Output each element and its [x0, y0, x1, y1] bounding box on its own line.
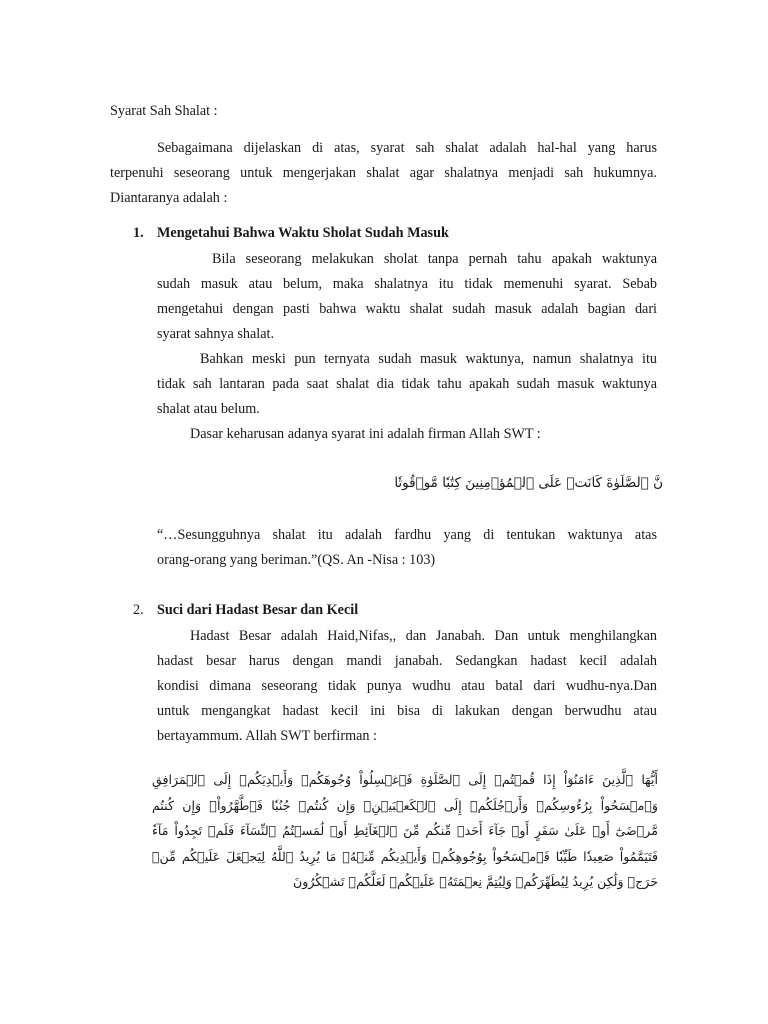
item-1-p3: Dasar keharusan adanya syarat ini adalah firman Allah SWT : — [190, 426, 541, 442]
item-1-p2-line-2: tidak sah lantaran pada saat shalat dia tidak tahu apakah sudah masuk waktunya — [157, 376, 657, 392]
item-2-p1-line-5: bertayammum. Allah SWT berfirman : — [157, 728, 377, 744]
item-1-p2-line-3: shalat atau belum. — [157, 401, 260, 417]
item-1-p1-line-2: sudah masuk atau belum, maka shalatnya itu tidak memenuhi syarat. Sebab — [157, 276, 657, 292]
section-heading: Syarat Sah Shalat : — [110, 103, 218, 119]
item-2-p1-line-1: Hadast Besar adalah Haid,Nifas,, dan Janabah. Dan untuk menghilangkan — [190, 628, 657, 644]
item-2-p1-line-2: hadast besar harus dengan mandi janabah. Sedangkan hadast kecil adalah — [157, 653, 657, 669]
translation-line-1: “…Sesungguhnya shalat itu adalah fardhu yang di tentukan waktunya atas — [157, 527, 657, 543]
list-number-2: 2. — [133, 602, 144, 618]
item-1-p1-line-3: mengetahui dengan pasti bahwa waktu shalat sudah masuk adalah bagian dari — [157, 301, 657, 317]
item-2-title: Suci dari Hadast Besar dan Kecil — [157, 602, 359, 618]
item-1-title: Mengetahui Bahwa Waktu Sholat Sudah Masuk — [157, 225, 449, 241]
item-2-p1-line-4: untuk mengangkat hadast kecil ini bisa di lakukan dengan berwudhu atau — [157, 703, 657, 719]
intro-line-2: terpenuhi seseorang untuk mengerjakan shalat agar shalatnya menjadi sah hukumnya. — [110, 165, 657, 181]
translation-line-2: orang-orang yang beriman.”(QS. An -Nisa : 103) — [157, 552, 436, 568]
intro-line-1: Sebagaimana dijelaskan di atas, syarat sah shalat adalah hal-hal yang harus — [157, 140, 657, 156]
arabic-verse-1: نَّ ٱلصَّلَوٰةَ كَانَتۡ عَلَى ٱلۡمُؤۡمِنِينَ كِتَٰبٗا مَّوۡقُوتٗا — [394, 475, 663, 491]
list-number-1: 1. — [133, 225, 144, 241]
arabic-verse-2: أَيُّهَا ٱلَّذِينَ ءَامَنُوٓاْ إِذَا قُمۡتُمۡ إِلَى ٱلصَّلَوٰةِ فَٱغۡسِلُواْ وُجُوهَكُمۡ وَأَيۡدِيَكُمۡ إِلَى ٱلۡمَرَافِقِ وَٱمۡسَحُواْ بِرُءُوسِكُمۡ وَأَرۡجُلَكُمۡ إِلَى ٱلۡكَعۡبَيۡنِۚ وَإِن كُنتُمۡ جُنُبٗا فَٱطَّهَّرُواْۚ وَإِن كُنتُم مَّرۡضَىٰٓ أَوۡ عَلَىٰ سَفَرٍ أَوۡ جَآءَ أَحَدٞ مِّنكُم مِّنَ ٱلۡغَآئِطِ أَوۡ لَٰمَسۡتُمُ ٱلنِّسَآءَ فَلَمۡ تَجِدُواْ مَآءٗ فَتَيَمَّمُواْ صَعِيدٗا طَيِّبٗا فَٱمۡسَحُواْ بِوُجُوهِكُمۡ وَأَيۡدِيكُم مِّنۡهُۚ مَا يُرِيدُ ٱللَّهُ لِيَجۡعَلَ عَلَيۡكُم مِّنۡ حَرَجٖ وَلَٰكِن يُرِيدُ لِيُطَهِّرَكُمۡ وَلِيُتِمَّ نِعۡمَتَهُۥ عَلَيۡكُمۡ لَعَلَّكُمۡ تَشۡكُرُونَ — [152, 772, 658, 889]
intro-line-3: Diantaranya adalah : — [110, 190, 228, 206]
item-1-p2-line-1: Bahkan meski pun ternyata sudah masuk waktunya, namun shalatnya itu — [200, 351, 657, 367]
item-1-p1-line-4: syarat sahnya shalat. — [157, 326, 275, 342]
item-2-p1-line-3: kondisi dimana seseorang tidak punya wudhu atau batal dari wudhu-nya.Dan — [157, 678, 657, 694]
item-1-p1-line-1: Bila seseorang melakukan sholat tanpa pernah tahu apakah waktunya — [212, 251, 657, 267]
